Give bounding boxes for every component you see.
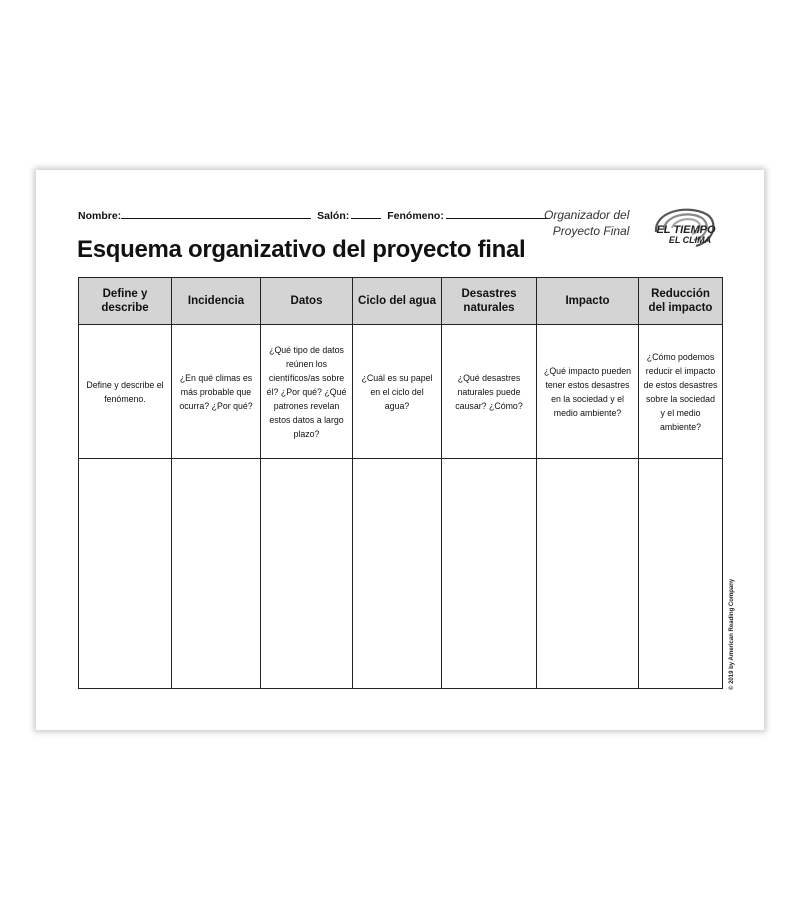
worksheet-page bbox=[36, 170, 764, 730]
answer-cell-impacto[interactable] bbox=[537, 459, 639, 689]
answer-cell-incidencia[interactable] bbox=[172, 459, 261, 689]
column-header-datos: Datos bbox=[261, 278, 353, 325]
tornado-swirl-icon bbox=[646, 200, 726, 260]
fenomeno-blank-line[interactable] bbox=[446, 208, 550, 219]
column-header-impacto: Impacto bbox=[537, 278, 639, 325]
logo-text-line-1: EL TIEMPO bbox=[656, 224, 716, 236]
organizer-line-2: Proyecto Final bbox=[552, 224, 630, 238]
organizer-line-1: Organizador del bbox=[544, 208, 630, 222]
answer-cell-reduccion-del-impacto[interactable] bbox=[639, 459, 723, 689]
answer-cell-ciclo-del-agua[interactable] bbox=[353, 459, 442, 689]
prompt-cell-impacto: ¿Qué impacto pueden tener estos desastres en la sociedad y el medio ambiente? bbox=[537, 325, 639, 459]
logo-text-line-2: EL CLIMA bbox=[668, 235, 712, 245]
answer-cell-datos[interactable] bbox=[261, 459, 353, 689]
nombre-label: Nombre: bbox=[78, 210, 122, 222]
student-info-fields bbox=[78, 208, 550, 222]
prompt-row bbox=[79, 325, 723, 459]
answer-row bbox=[79, 459, 723, 689]
salon-label: Salón: bbox=[317, 210, 350, 222]
nombre-blank-line[interactable] bbox=[121, 208, 311, 219]
prompt-cell-define-y-describe: Define y describe el fenómeno. bbox=[79, 325, 172, 459]
answer-cell-define-y-describe[interactable] bbox=[79, 459, 172, 689]
page-title: Esquema organizativo del proyecto final bbox=[77, 236, 526, 263]
salon-blank-line[interactable] bbox=[351, 208, 381, 219]
column-header-define-y-describe: Define y describe bbox=[79, 278, 172, 325]
prompt-cell-datos: ¿Qué tipo de datos reúnen los científicos/as sobre él? ¿Por qué? ¿Qué patrones revelan estos datos a largo plazo? bbox=[261, 325, 353, 459]
prompt-cell-desastres-naturales: ¿Qué desastres naturales puede causar? ¿Cómo? bbox=[442, 325, 537, 459]
column-header-desastres-naturales: Desastres naturales bbox=[442, 278, 537, 325]
copyright-notice: © 2019 by American Reading Company bbox=[729, 578, 735, 690]
organizer-table bbox=[78, 277, 723, 689]
organizer-caption bbox=[544, 207, 629, 239]
fenomeno-label: Fenómeno: bbox=[387, 210, 444, 222]
table-header-row bbox=[79, 278, 723, 325]
column-header-reduccion-del-impacto: Reducción del impacto bbox=[639, 278, 723, 325]
column-header-ciclo-del-agua: Ciclo del agua bbox=[353, 278, 442, 325]
column-header-incidencia: Incidencia bbox=[172, 278, 261, 325]
prompt-cell-reduccion-del-impacto: ¿Cómo podemos reducir el impacto de estos desastres sobre la sociedad y el medio ambiente? bbox=[639, 325, 723, 459]
prompt-cell-incidencia: ¿En qué climas es más probable que ocurra? ¿Por qué? bbox=[172, 325, 261, 459]
prompt-cell-ciclo-del-agua: ¿Cuál es su papel en el ciclo del agua? bbox=[353, 325, 442, 459]
answer-cell-desastres-naturales[interactable] bbox=[442, 459, 537, 689]
